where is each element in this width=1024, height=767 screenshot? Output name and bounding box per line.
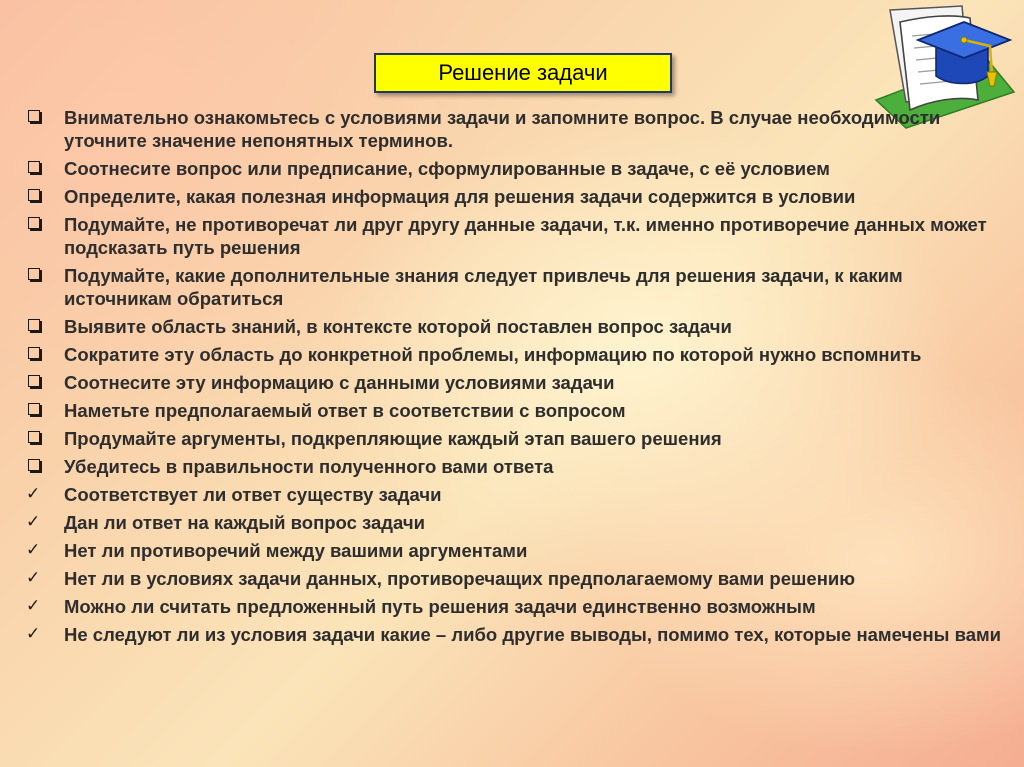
checklist	[26, 106, 1006, 651]
list-item-text: Определите, какая полезная информация для решения задачи содержится в условии	[64, 186, 856, 207]
checkbox-square-icon	[26, 185, 64, 201]
list-item	[26, 483, 1006, 506]
list-item-text: Подумайте, какие дополнительные знания следует привлечь для решения задачи, к каким источникам обратиться	[64, 265, 903, 309]
list-item	[26, 371, 1006, 394]
checkbox-square-icon	[26, 106, 64, 122]
checkmark-icon: ✓	[26, 484, 41, 504]
list-item	[26, 213, 1006, 259]
title-box	[374, 53, 672, 93]
checkbox-square-icon	[26, 343, 64, 359]
list-item-text: Соответствует ли ответ существу задачи	[64, 484, 442, 505]
list-item	[26, 157, 1006, 180]
list-item	[26, 343, 1006, 366]
list-item-text: Нет ли противоречий между вашими аргументами	[64, 540, 528, 561]
list-item-text: Внимательно ознакомьтесь с условиями задачи и запомните вопрос. В случае необходимости уточните значение непонятных терминов.	[64, 107, 941, 151]
list-item	[26, 623, 1006, 646]
checkmark-icon: ✓	[26, 568, 41, 588]
list-item	[26, 399, 1006, 422]
list-item	[26, 106, 1006, 152]
list-item-text: Выявите область знаний, в контексте которой поставлен вопрос задачи	[64, 316, 732, 337]
list-item-text: Убедитесь в правильности полученного вами ответа	[64, 456, 554, 477]
list-item-text: Продумайте аргументы, подкрепляющие каждый этап вашего решения	[64, 428, 722, 449]
checkbox-square-icon	[26, 315, 64, 331]
checkmark-icon: ✓	[26, 624, 41, 644]
checkmark-icon: ✓	[26, 540, 41, 560]
list-item	[26, 539, 1006, 562]
list-item	[26, 595, 1006, 618]
checkmark-icon: ✓	[26, 596, 41, 616]
checkbox-square-icon	[26, 264, 64, 280]
list-item	[26, 264, 1006, 310]
checkbox-square-icon	[26, 399, 64, 415]
list-item-text: Сократите эту область до конкретной проблемы, информацию по которой нужно вспомнить	[64, 344, 922, 365]
slide-title: Решение задачи	[438, 60, 608, 85]
checkmark-icon: ✓	[26, 512, 41, 532]
list-item-text: Можно ли считать предложенный путь решения задачи единственно возможным	[64, 596, 816, 617]
checkbox-square-icon	[26, 427, 64, 443]
list-item	[26, 185, 1006, 208]
list-item-text: Соотнесите эту информацию с данными условиями задачи	[64, 372, 615, 393]
list-item-text: Дан ли ответ на каждый вопрос задачи	[64, 512, 425, 533]
list-item-text: Не следуют ли из условия задачи какие – либо другие выводы, помимо тех, которые намечены вами	[64, 624, 1002, 645]
list-item-text: Соотнесите вопрос или предписание, сформулированные в задаче, с её условием	[64, 158, 830, 179]
list-item	[26, 427, 1006, 450]
checkbox-square-icon	[26, 455, 64, 471]
checkbox-square-icon	[26, 157, 64, 173]
list-item-text: Нет ли в условиях задачи данных, противоречащих предполагаемому вами решению	[64, 568, 856, 589]
list-item	[26, 455, 1006, 478]
list-item	[26, 567, 1006, 590]
list-item	[26, 315, 1006, 338]
list-item	[26, 511, 1006, 534]
checkbox-square-icon	[26, 213, 64, 229]
list-item-text: Подумайте, не противоречат ли друг другу данные задачи, т.к. именно противоречие данных может подсказать путь решения	[64, 214, 987, 258]
list-item-text: Наметьте предполагаемый ответ в соответствии с вопросом	[64, 400, 626, 421]
checkbox-square-icon	[26, 371, 64, 387]
